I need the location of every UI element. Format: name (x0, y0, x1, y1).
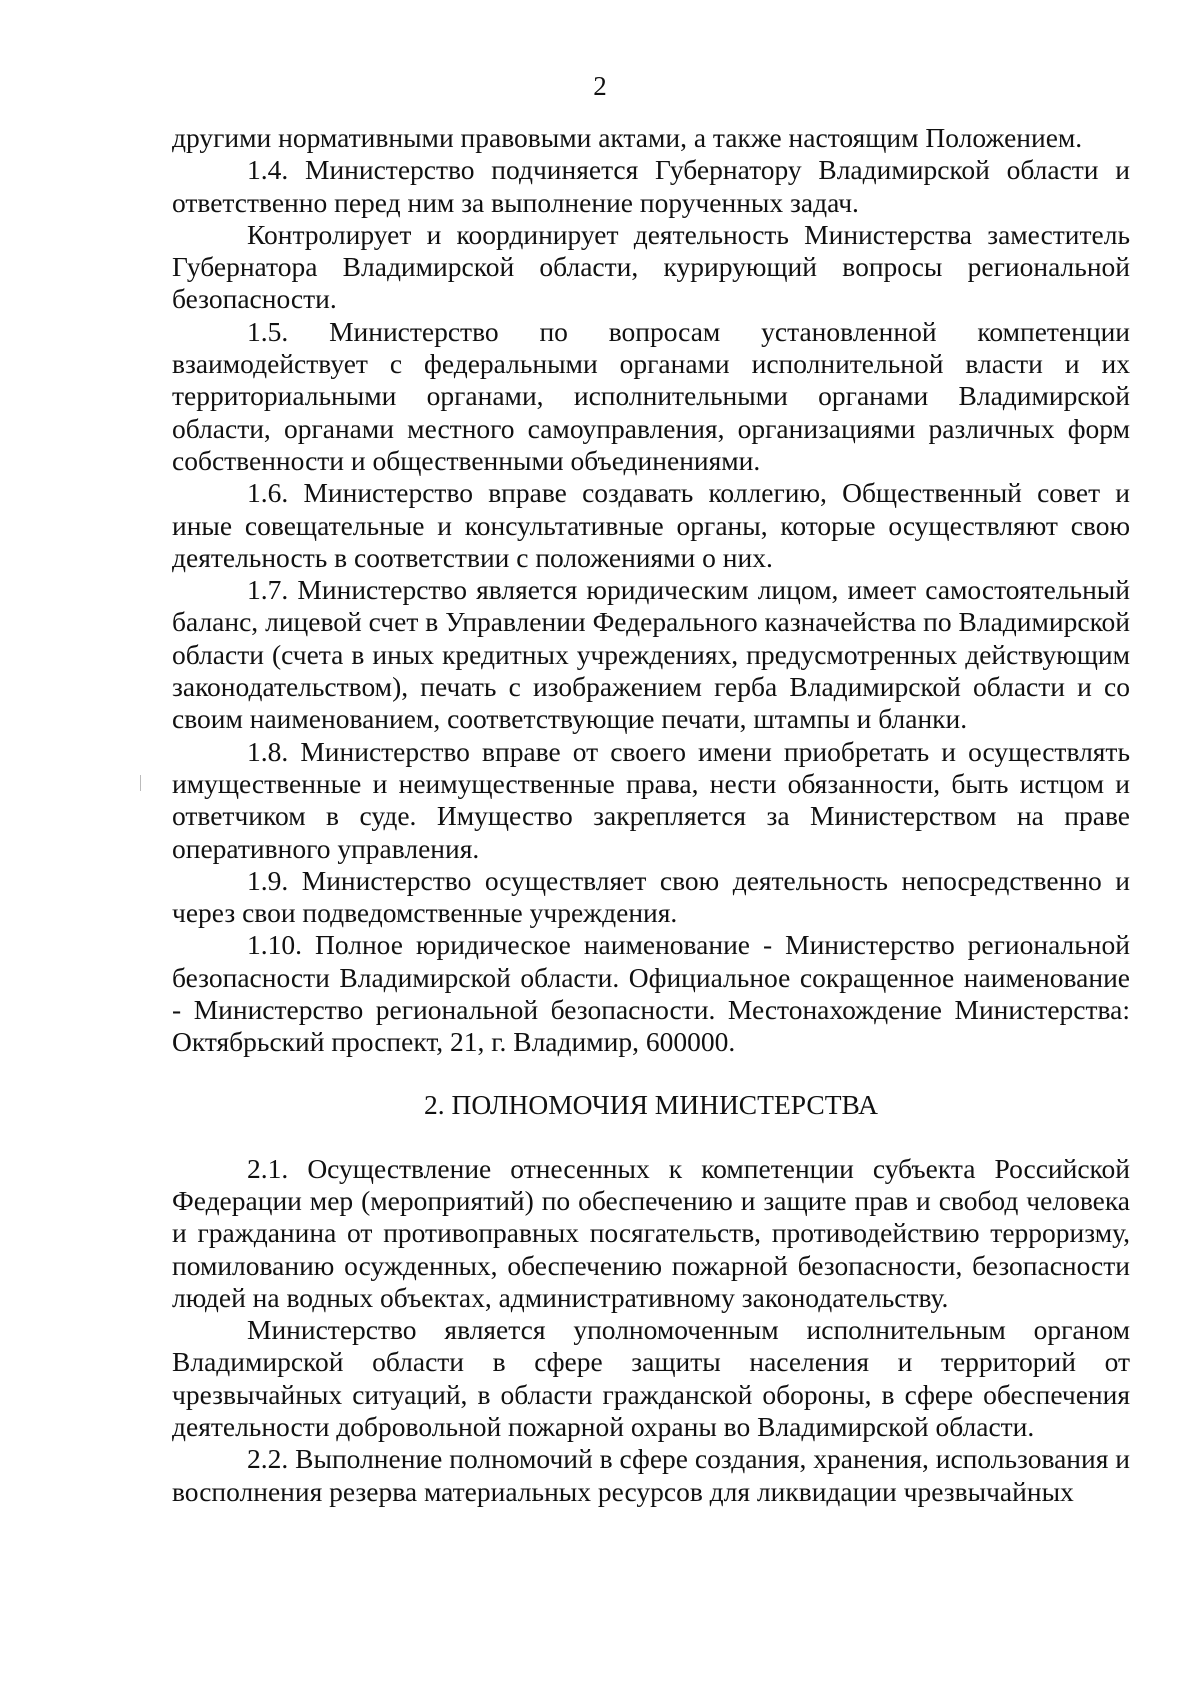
document-body (172, 122, 1130, 1508)
paragraph-2-1: 2.1. Осуществление отнесенных к компетенции субъекта Российской Федерации мер (мероприятий) по обеспечению и защите прав и свобод человека и гражданина от противоправных посягательств, противодействию терроризму, помилованию осужденных, обеспечению пожарной безопасности, безопасности людей на водных объектах, административному законодательству. (172, 1152, 1130, 1313)
paragraph-authority: Министерство является уполномоченным исполнительным органом Владимирской области в сфере защиты населения и территорий от чрезвычайных ситуаций, в области гражданской обороны, в сфере обеспечения деятельности добровольной пожарной охраны во Владимирской области. (172, 1314, 1130, 1442)
paragraph-2-2: 2.2. Выполнение полномочий в сфере создания, хранения, использования и восполнения резерва материальных ресурсов для ликвидации чрезвычайных (172, 1443, 1130, 1507)
paragraph-1-7: 1.7. Министерство является юридическим лицом, имеет самостоятельный баланс, лицевой счет в Управлении Федерального казначейства по Владимирской области (счета в иных кредитных учреждениях, предусмотренных действующим законодательством), печать с изображением герба Владимирской области и со своим наименованием, соответствующие печати, штампы и бланки. (172, 574, 1130, 735)
paragraph-1-10: 1.10. Полное юридическое наименование - Министерство региональной безопасности Владимирской области. Официальное сокращенное наименование - Министерство региональной безопасности. Местонахождение Министерства: Октябрьский проспект, 21, г. Владимир, 600000. (172, 929, 1130, 1058)
paragraph-control: Контролирует и координирует деятельность Министерства заместитель Губернатора Владимирской области, курирующий вопросы региональной безопасности. (172, 218, 1130, 315)
section-heading: 2. ПОЛНОМОЧИЯ МИНИСТЕРСТВА (423, 1088, 878, 1120)
paragraph-1-8: 1.8. Министерство вправе от своего имени приобретать и осуществлять имущественные и неимущественные права, нести обязанности, быть истцом и ответчиком в суде. Имущество закрепляется за Министерством на праве оперативного управления. (172, 735, 1130, 864)
paragraph-1-4: 1.4. Министерство подчиняется Губернатору Владимирской области и ответственно перед ним за выполнение порученных задач. (172, 154, 1130, 218)
paragraph-1-6: 1.6. Министерство вправе создавать коллегию, Общественный совет и иные совещательные и консультативные органы, которые осуществляют свою деятельность в соответствии с положениями о них. (172, 477, 1130, 573)
paragraph-1-9: 1.9. Министерство осуществляет свою деятельность непосредственно и через свои подведомственные учреждения. (172, 864, 1130, 929)
page-number: 2 (593, 71, 607, 101)
paragraph-continuation: другими нормативными правовыми актами, а также настоящим Положением. (172, 122, 1083, 153)
scan-artifact (140, 775, 141, 791)
paragraph-1-5: 1.5. Министерство по вопросам установленной компетенции взаимодействует с федеральными органами исполнительной власти и их территориальными органами, исполнительными органами Владимирской области, органами местного самоуправления, организациями различных форм собственности и общественными объединениями. (172, 315, 1130, 476)
